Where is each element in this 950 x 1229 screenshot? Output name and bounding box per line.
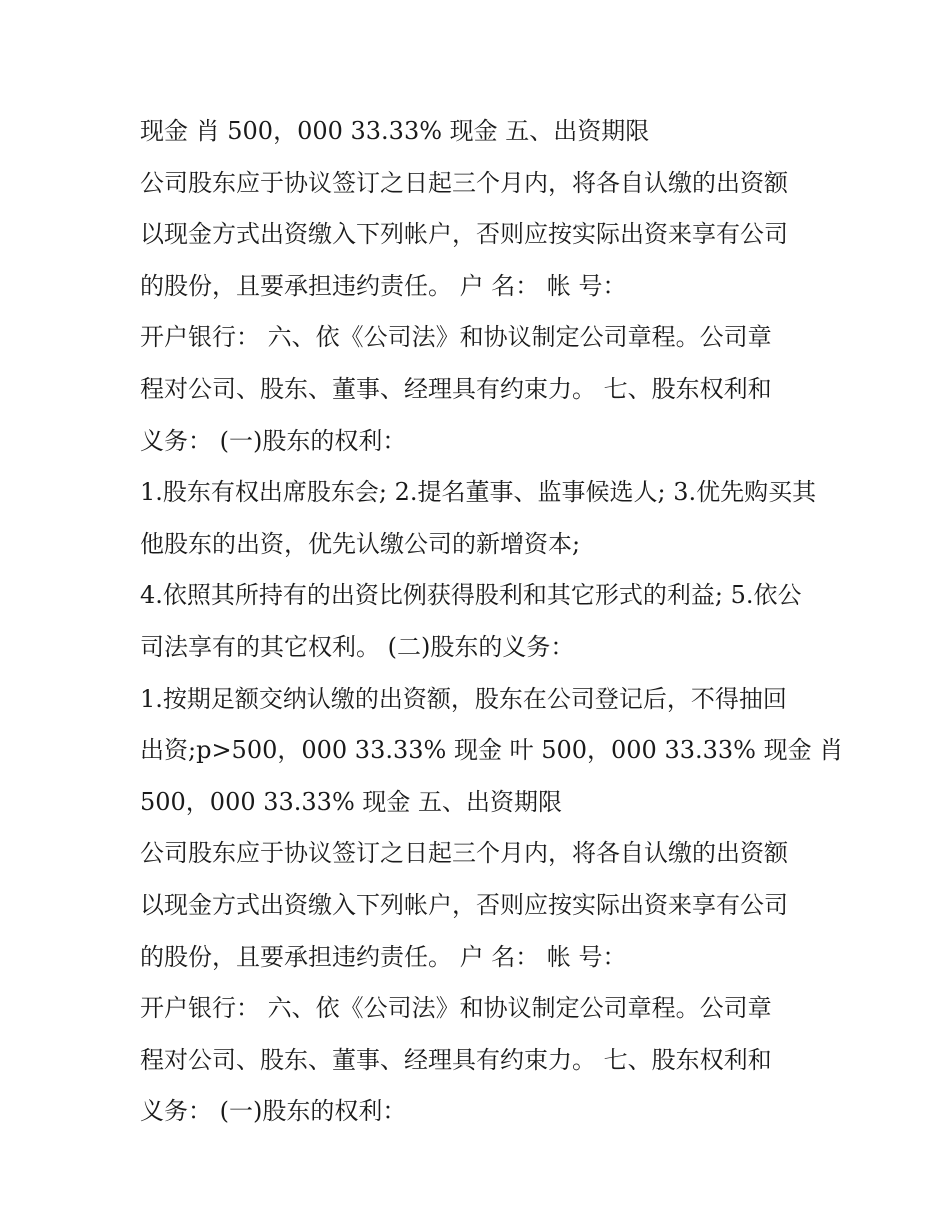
text-line: 1.股东有权出席股东会; 2.提名董事、监事候选人; 3.优先购买其 xyxy=(140,478,817,507)
text-line: 4.依照其所持有的出资比例获得股利和其它形式的利益; 5.依公 xyxy=(140,581,802,610)
text-line: 的股份，且要承担违约责任。 户 名： 帐 号： xyxy=(140,271,627,300)
text-line: 500，000 33.33% 现金 五、出资期限 xyxy=(140,787,563,816)
text-line: 程对公司、股东、董事、经理具有约束力。 七、股东权利和 xyxy=(140,374,772,403)
text-line: 开户银行： 六、依《公司法》和协议制定公司章程。公司章 xyxy=(140,994,772,1023)
text-line: 现金 肖 500，000 33.33% 现金 五、出资期限 xyxy=(140,117,650,145)
text-line: 1.按期足额交纳认缴的出资额，股东在公司登记后，不得抽回 xyxy=(140,684,787,713)
text-line: 程对公司、股东、董事、经理具有约束力。 七、股东权利和 xyxy=(140,1045,772,1074)
document-body xyxy=(140,106,844,1138)
text-line: 的股份，且要承担违约责任。 户 名： 帐 号： xyxy=(140,942,627,971)
text-line: 公司股东应于协议签订之日起三个月内，将各自认缴的出资额 xyxy=(140,168,788,197)
text-line: 以现金方式出资缴入下列帐户，否则应按实际出资来享有公司 xyxy=(140,220,788,249)
text-line: 司法享有的其它权利。 (二)股东的义务： xyxy=(140,632,575,661)
text-line: 公司股东应于协议签订之日起三个月内，将各自认缴的出资额 xyxy=(140,839,788,868)
text-line: 以现金方式出资缴入下列帐户，否则应按实际出资来享有公司 xyxy=(140,890,788,919)
text-line: 义务： (一)股东的权利： xyxy=(140,1097,407,1126)
text-line: 出资;p>500，000 33.33% 现金 叶 500，000 33.33% 现金 肖 xyxy=(140,736,844,765)
text-line: 他股东的出资，优先认缴公司的新增资本; xyxy=(140,529,581,558)
text-line: 开户银行： 六、依《公司法》和协议制定公司章程。公司章 xyxy=(140,323,772,352)
text-line: 义务： (一)股东的权利： xyxy=(140,426,407,455)
